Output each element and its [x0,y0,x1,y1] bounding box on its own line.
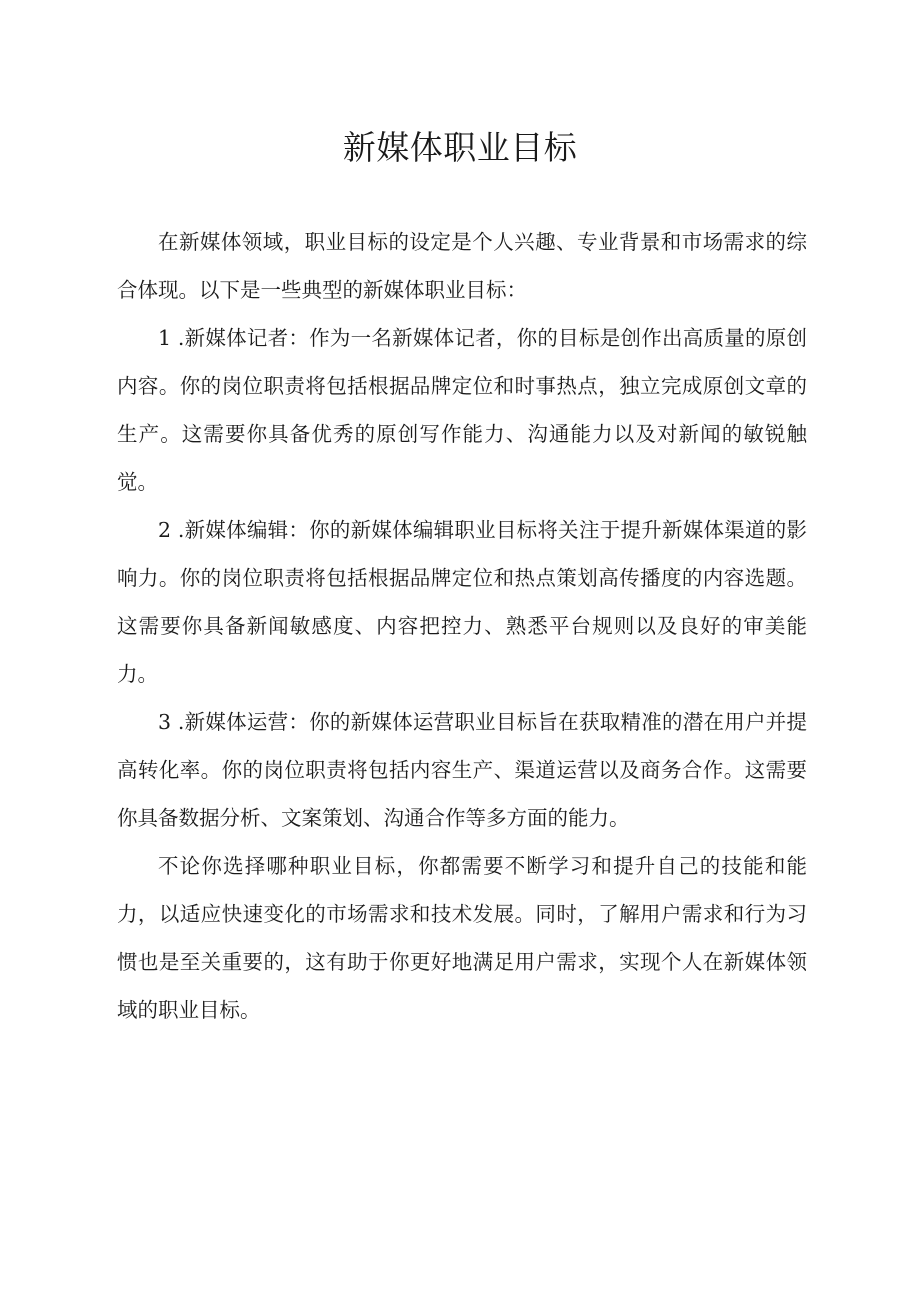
document-title: 新媒体职业目标 [342,128,578,167]
goal-editor-paragraph: 2 .新媒体编辑：你的新媒体编辑职业目标将关注于提升新媒体渠道的影响力。你的岗位职责将包括根据品牌定位和热点策划高传播度的内容选题。这需要你具备新闻敏感度、内容把控力、熟悉平台规则以及良好的审美能力。 [117,518,807,686]
intro-paragraph: 在新媒体领域，职业目标的设定是个人兴趣、专业背景和市场需求的综合体现。以下是一些典型的新媒体职业目标： [117,230,807,302]
document-body [117,218,807,1034]
goal-operations-paragraph: 3 .新媒体运营：你的新媒体运营职业目标旨在获取精准的潜在用户并提高转化率。你的岗位职责将包括内容生产、渠道运营以及商务合作。这需要你具备数据分析、文案策划、沟通合作等多方面的能力。 [117,710,807,830]
conclusion-paragraph: 不论你选择哪种职业目标，你都需要不断学习和提升自己的技能和能力，以适应快速变化的市场需求和技术发展。同时，了解用户需求和行为习惯也是至关重要的，这有助于你更好地满足用户需求，实现个人在新媒体领域的职业目标。 [117,854,807,1022]
goal-journalist-paragraph: 1 .新媒体记者：作为一名新媒体记者，你的目标是创作出高质量的原创内容。你的岗位职责将包括根据品牌定位和时事热点，独立完成原创文章的生产。这需要你具备优秀的原创写作能力、沟通能力以及对新闻的敏锐触觉。 [117,326,807,494]
